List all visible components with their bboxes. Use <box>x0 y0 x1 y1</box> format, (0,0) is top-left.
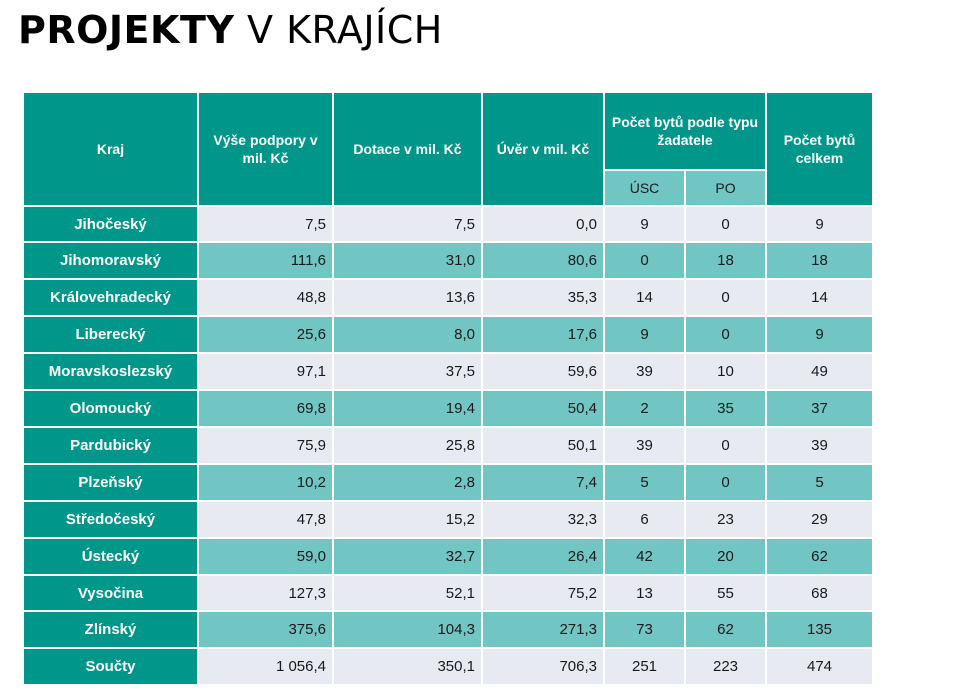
cell-usc: 39 <box>604 427 685 464</box>
cell-uver: 271,3 <box>482 611 604 648</box>
title-rest: V KRAJÍCH <box>247 8 443 52</box>
cell-dotace: 31,0 <box>333 242 482 279</box>
table-row <box>23 648 873 685</box>
cell-dotace: 350,1 <box>333 648 482 685</box>
cell-usc: 2 <box>604 390 685 427</box>
cell-uver: 75,2 <box>482 575 604 611</box>
cell-po: 62 <box>685 611 766 648</box>
cell-usc: 251 <box>604 648 685 685</box>
cell-kraj: Olomoucký <box>23 390 198 427</box>
header-usc: ÚSC <box>604 170 685 206</box>
cell-kraj: Středočeský <box>23 501 198 538</box>
cell-dotace: 19,4 <box>333 390 482 427</box>
cell-celkem: 39 <box>766 427 873 464</box>
table-row <box>23 464 873 501</box>
cell-kraj: Jihočeský <box>23 206 198 242</box>
cell-kraj: Liberecký <box>23 316 198 353</box>
cell-po: 10 <box>685 353 766 390</box>
cell-uver: 7,4 <box>482 464 604 501</box>
header-pocet-podle-typu: Počet bytů podle typu žadatele <box>604 92 766 170</box>
cell-uver: 59,6 <box>482 353 604 390</box>
cell-celkem: 49 <box>766 353 873 390</box>
cell-kraj: Pardubický <box>23 427 198 464</box>
cell-uver: 26,4 <box>482 538 604 575</box>
cell-usc: 5 <box>604 464 685 501</box>
cell-po: 55 <box>685 575 766 611</box>
cell-usc: 13 <box>604 575 685 611</box>
cell-celkem: 68 <box>766 575 873 611</box>
cell-celkem: 135 <box>766 611 873 648</box>
table-row <box>23 242 873 279</box>
cell-kraj: Plzeňský <box>23 464 198 501</box>
cell-kraj: Vysočina <box>23 575 198 611</box>
cell-usc: 9 <box>604 316 685 353</box>
cell-usc: 14 <box>604 279 685 316</box>
table-row <box>23 575 873 611</box>
cell-celkem: 18 <box>766 242 873 279</box>
cell-uver: 80,6 <box>482 242 604 279</box>
cell-dotace: 7,5 <box>333 206 482 242</box>
cell-celkem: 474 <box>766 648 873 685</box>
cell-usc: 9 <box>604 206 685 242</box>
table-row <box>23 538 873 575</box>
cell-po: 18 <box>685 242 766 279</box>
cell-uver: 50,1 <box>482 427 604 464</box>
cell-dotace: 52,1 <box>333 575 482 611</box>
cell-kraj: Ústecký <box>23 538 198 575</box>
cell-po: 35 <box>685 390 766 427</box>
cell-dotace: 104,3 <box>333 611 482 648</box>
cell-celkem: 29 <box>766 501 873 538</box>
regions-table <box>22 91 874 686</box>
header-pocet-celkem: Počet bytů celkem <box>766 92 873 206</box>
table-row <box>23 501 873 538</box>
cell-usc: 0 <box>604 242 685 279</box>
cell-uver: 50,4 <box>482 390 604 427</box>
cell-vyse: 375,6 <box>198 611 333 648</box>
cell-vyse: 97,1 <box>198 353 333 390</box>
cell-dotace: 32,7 <box>333 538 482 575</box>
header-kraj: Kraj <box>23 92 198 206</box>
cell-kraj: Královehradecký <box>23 279 198 316</box>
cell-celkem: 62 <box>766 538 873 575</box>
cell-po: 20 <box>685 538 766 575</box>
cell-vyse: 47,8 <box>198 501 333 538</box>
cell-kraj: Součty <box>23 648 198 685</box>
header-uver: Úvěr v mil. Kč <box>482 92 604 206</box>
cell-vyse: 127,3 <box>198 575 333 611</box>
cell-po: 0 <box>685 316 766 353</box>
cell-kraj: Jihomoravský <box>23 242 198 279</box>
table-row <box>23 353 873 390</box>
cell-vyse: 69,8 <box>198 390 333 427</box>
cell-dotace: 15,2 <box>333 501 482 538</box>
cell-uver: 0,0 <box>482 206 604 242</box>
header-po: PO <box>685 170 766 206</box>
table-row <box>23 427 873 464</box>
cell-po: 0 <box>685 206 766 242</box>
cell-po: 223 <box>685 648 766 685</box>
cell-uver: 706,3 <box>482 648 604 685</box>
cell-po: 0 <box>685 279 766 316</box>
cell-vyse: 48,8 <box>198 279 333 316</box>
cell-dotace: 8,0 <box>333 316 482 353</box>
page-title <box>18 8 443 52</box>
cell-dotace: 13,6 <box>333 279 482 316</box>
cell-vyse: 7,5 <box>198 206 333 242</box>
cell-vyse: 1 056,4 <box>198 648 333 685</box>
table-row <box>23 316 873 353</box>
cell-dotace: 25,8 <box>333 427 482 464</box>
header-vyse-podpory: Výše podpory v mil. Kč <box>198 92 333 206</box>
cell-usc: 39 <box>604 353 685 390</box>
cell-dotace: 37,5 <box>333 353 482 390</box>
cell-kraj: Moravskoslezský <box>23 353 198 390</box>
cell-po: 23 <box>685 501 766 538</box>
cell-vyse: 59,0 <box>198 538 333 575</box>
cell-vyse: 10,2 <box>198 464 333 501</box>
cell-dotace: 2,8 <box>333 464 482 501</box>
cell-vyse: 25,6 <box>198 316 333 353</box>
cell-usc: 6 <box>604 501 685 538</box>
cell-vyse: 111,6 <box>198 242 333 279</box>
cell-celkem: 14 <box>766 279 873 316</box>
cell-celkem: 37 <box>766 390 873 427</box>
cell-uver: 35,3 <box>482 279 604 316</box>
cell-vyse: 75,9 <box>198 427 333 464</box>
cell-usc: 42 <box>604 538 685 575</box>
cell-po: 0 <box>685 427 766 464</box>
table-row <box>23 279 873 316</box>
cell-usc: 73 <box>604 611 685 648</box>
cell-celkem: 9 <box>766 316 873 353</box>
table-body <box>23 206 873 685</box>
cell-kraj: Zlínský <box>23 611 198 648</box>
title-bold: PROJEKTY <box>18 8 235 52</box>
header-dotace: Dotace v mil. Kč <box>333 92 482 206</box>
cell-uver: 32,3 <box>482 501 604 538</box>
cell-uver: 17,6 <box>482 316 604 353</box>
cell-po: 0 <box>685 464 766 501</box>
table-row <box>23 390 873 427</box>
table-row <box>23 611 873 648</box>
cell-celkem: 9 <box>766 206 873 242</box>
cell-celkem: 5 <box>766 464 873 501</box>
table-row <box>23 206 873 242</box>
